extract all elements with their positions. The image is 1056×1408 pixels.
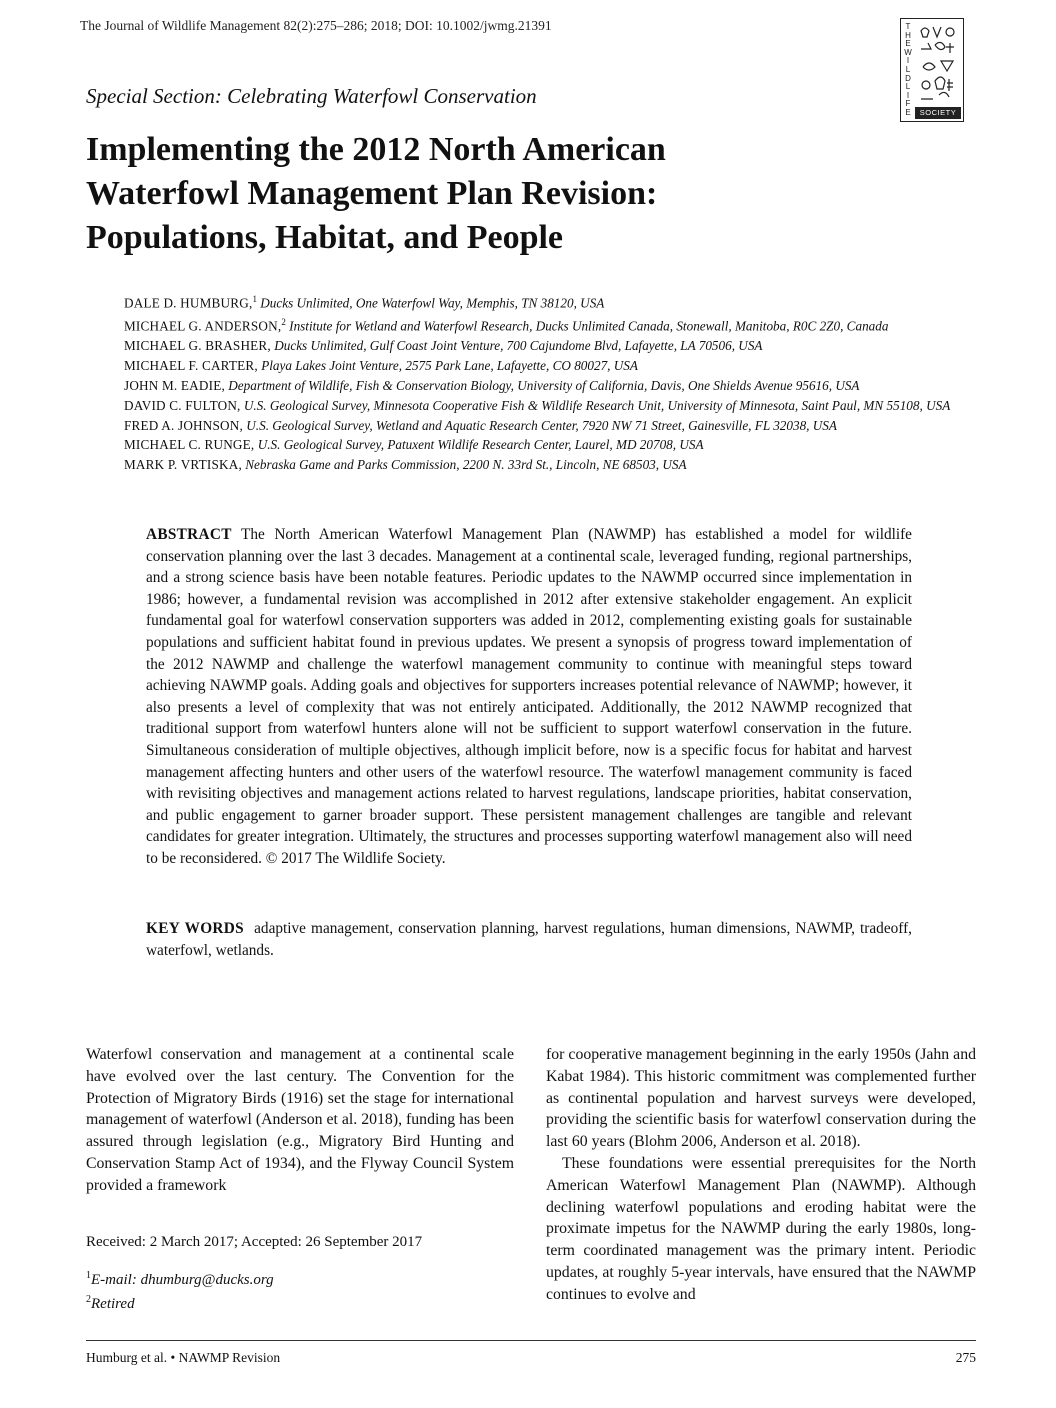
author-affiliation: U.S. Geological Survey, Patuxent Wildlife Research Center, Laurel, MD 20708, USA (257, 437, 704, 453)
author-list (124, 290, 974, 475)
author-affiliation: Institute for Wetland and Waterfowl Research, Ducks Unlimited Canada, Stonewall, Manitoba, R0C 2Z0, Canada (289, 318, 889, 334)
author-entry (124, 416, 974, 436)
keywords (146, 918, 912, 961)
author-name: JOHN M. EADIE, (124, 377, 225, 393)
abstract-label: ABSTRACT (146, 526, 232, 543)
logo-letter: E (905, 107, 911, 117)
author-entry (124, 435, 974, 455)
logo-letter: D (905, 73, 911, 83)
keywords-text: adaptive management, conservation planning, harvest regulations, human dimensions, NAWMP, tradeoff, waterfowl, wetlands. (146, 920, 912, 959)
keywords-label: KEY WORDS (146, 920, 244, 937)
logo-letter: W (904, 47, 912, 57)
footer-rule (86, 1340, 976, 1341)
author-name: MICHAEL C. RUNGE, (124, 437, 255, 453)
author-affiliation: Playa Lakes Joint Venture, 2575 Park Lane, Lafayette, CO 80027, USA (261, 358, 638, 374)
author-affiliation: Ducks Unlimited, One Waterfowl Way, Memphis, TN 38120, USA (260, 295, 605, 311)
body-paragraph: for cooperative management beginning in the early 1950s (Jahn and Kabat 1984). This historic commitment was complemented further as continental population and harvest surveys were developed, providing the scientific basis for waterfowl conservation during the last 60 years (Blohm 2006, Anderson et al. 2018). (546, 1046, 976, 1151)
author-name: MICHAEL F. CARTER, (124, 358, 258, 374)
author-name: MARK P. VRTISKA, (124, 457, 242, 473)
author-affiliation: U.S. Geological Survey, Minnesota Cooperative Fish & Wildlife Research Unit, University of Minnesota, Saint Paul, MN 55108, USA (243, 397, 951, 413)
author-affiliation: U.S. Geological Survey, Wetland and Aquatic Research Center, 7920 NW 71 Street, Gainesville, FL 32038, USA (246, 417, 837, 433)
logo-band: SOCIETY (915, 107, 961, 119)
author-entry (124, 336, 974, 356)
author-name: MICHAEL G. ANDERSON, (124, 318, 282, 334)
author-name: DAVID C. FULTON, (124, 397, 241, 413)
author-entry (124, 396, 974, 416)
footnote (86, 1266, 274, 1290)
logo-letter: L (905, 82, 911, 92)
footnote (86, 1290, 274, 1314)
author-name: DALE D. HUMBURG, (124, 295, 253, 311)
body-right-column (546, 1044, 976, 1306)
footnote-text: Retired (91, 1296, 135, 1312)
author-name: MICHAEL G. BRASHER, (124, 338, 271, 354)
footnotes (86, 1266, 274, 1314)
logo-letter: F (905, 99, 911, 109)
author-entry (124, 356, 974, 376)
footnote-marker: 1 (86, 1270, 91, 1281)
title-line: Populations, Habitat, and People (86, 219, 564, 256)
title-line: Implementing the 2012 North American (86, 131, 666, 168)
author-footnote-marker: 1 (252, 294, 257, 304)
logo-letter: I (906, 90, 910, 100)
article-title (86, 128, 846, 260)
page-number: 275 (955, 1350, 976, 1365)
abstract (146, 524, 912, 870)
body-paragraph: These foundations were essential prerequisites for the North American Waterfowl Management Plan (NAWMP). Although declining waterfowl populations and eroding habitat were the proximate impetus for the NAWMP during the early 1980s, long-term coordinated management was the primary intent. Periodic updates, at roughly 5-year intervals, have ensured that the NAWMP continues to evolve and (546, 1154, 976, 1303)
running-footer: Humburg et al. • NAWMP Revision (86, 1350, 281, 1365)
received-dates: Received: 2 March 2017; Accepted: 26 September 2017 (86, 1234, 423, 1250)
logo-vertical-text (903, 23, 913, 118)
author-name: FRED A. JOHNSON, (124, 417, 243, 433)
author-entry (124, 455, 974, 475)
wildlife-society-logo (900, 18, 964, 122)
journal-citation: The Journal of Wildlife Management 82(2):275–286; 2018; DOI: 10.1002/jwmg.21391 (80, 18, 552, 33)
author-entry (124, 376, 974, 396)
logo-letter: T (905, 22, 911, 31)
logo-letter: L (905, 64, 911, 74)
footnote-text: E-mail: dhumburg@ducks.org (91, 1272, 274, 1288)
logo-letter: I (906, 56, 910, 66)
body-left-column: Waterfowl conservation and management at a continental scale have evolved over the last century. The Convention for the Protection of Migratory Birds (1916) set the stage for international management of waterfowl (Anderson et al. 2018), funding has been assured through legislation (e.g., Migratory Bird Hunting and Conservation Stamp Act of 1934), and the Flyway Council System provided a framework (86, 1046, 514, 1194)
author-affiliation: Nebraska Game and Parks Commission, 2200 N. 33rd St., Lincoln, NE 68503, USA (245, 457, 687, 473)
section-heading: Special Section: Celebrating Waterfowl Conservation (86, 84, 537, 108)
logo-letter: H (905, 30, 911, 40)
title-line: Waterfowl Management Plan Revision: (86, 175, 658, 212)
abstract-text: The North American Waterfowl Management Plan (NAWMP) has established a model for wildlife conservation planning over the last 3 decades. Management at a continental scale, leveraged funding, regional partnerships, and a strong science basis have been notable features. Periodic updates to the NAWMP occurred since implementation in 1986; however, a fundamental revision was accomplished in 2012 after extensive stakeholder engagement. An explicit fundamental goal for waterfowl conservation supporters was added in 2012, complementing existing goals for sustainable populations and sufficient habitat found in previous updates. We present a synopsis of progress toward implementation of the 2012 NAWMP and challenge the waterfowl management community to continue with meaningful steps toward achieving NAWMP goals. Adding goals and objectives for supporters increases potential relevance of NAWMP; however, it also presents a level of complexity that was not entirely anticipated. Additionally, the 2012 NAWMP recognized that traditional support from waterfowl hunters alone will not be sufficient to support waterfowl conservation in the future. Simultaneous consideration of multiple objectives, although implicit before, now is a specific focus for habitat and harvest management affecting hunters and other users of the waterfowl resource. The waterfowl management community is faced with revisiting objectives and management actions related to harvest regulations, landscape priorities, habitat conservation, and public engagement to garner broader support. These persistent management challenges are tangible and relevant candidates for greater integration. Ultimately, the structures and processes supporting waterfowl management also will need to be reconsidered. © 2017 The Wildlife Society. (146, 526, 912, 867)
footnote-marker: 2 (86, 1294, 91, 1305)
author-entry (124, 290, 974, 313)
logo-letter: E (905, 39, 911, 49)
author-entry (124, 313, 974, 336)
hieroglyph-icon (917, 23, 961, 105)
author-footnote-marker: 2 (281, 317, 286, 328)
author-affiliation: Ducks Unlimited, Gulf Coast Joint Venture, 700 Cajundome Blvd, Lafayette, LA 70506, USA (274, 338, 763, 354)
author-affiliation: Department of Wildlife, Fish & Conservation Biology, University of California, Davis, One Shields Avenue 95616, USA (228, 377, 860, 393)
